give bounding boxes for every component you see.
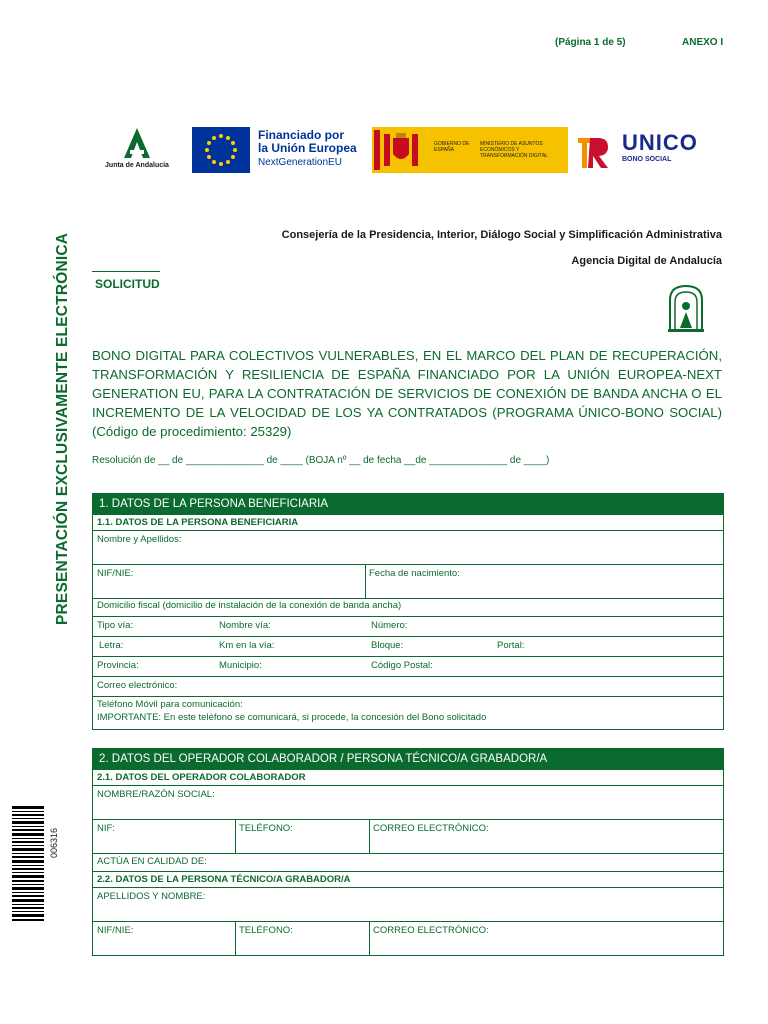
km-label: Km en la vía: (219, 640, 275, 651)
bloque-label: Bloque: (371, 640, 404, 651)
eu-flag-icon (192, 127, 250, 173)
barcode-icon (12, 806, 44, 924)
field-nombre[interactable] (93, 531, 723, 565)
row-operador-contacto (93, 820, 723, 854)
letra-label: Letra: (99, 640, 124, 651)
unico-logo (622, 130, 698, 163)
section-1-1-header: 1.1. DATOS DE LA PERSONA BENEFICIARIA (93, 515, 723, 531)
row-via (93, 617, 723, 637)
section-operador (92, 748, 724, 956)
section-2-header: 2. DATOS DEL OPERADOR COLABORADOR / PERSONA TÉCNICO/A GRABADOR/A (93, 748, 723, 770)
junta-a-icon (120, 126, 154, 160)
section-2-1-header: 2.1. DATOS DEL OPERADOR COLABORADOR (93, 770, 723, 786)
tecnico-correo-label: CORREO ELECTRÓNICO: (373, 925, 489, 936)
tipo-via-label: Tipo vía: (97, 620, 134, 631)
eu-line-3: NextGenerationEU (258, 157, 342, 168)
ministerio-text: MINISTERIO DE ASUNTOS ECONÓMICOS Y TRANSFORMACIÓN DIGITAL (480, 141, 548, 159)
unico-text: UNICO (622, 130, 698, 155)
row-letra (93, 637, 723, 657)
eu-line-1: Financiado por (258, 128, 345, 142)
section-1-header: 1. DATOS DE LA PERSONA BENEFICIARIA (93, 493, 723, 515)
procedure-title: BONO DIGITAL PARA COLECTIVOS VULNERABLES, EN EL MARCO DEL PLAN DE RECUPERACIÓN, TRANSFORMACIÓN Y RESILIENCIA DE ESPAÑA FINANCIADO POR LA UNIÓN EUROPEA-NEXT GENERATION EU, PARA LA CONTRATACIÓN DE SERVICIOS DE CONEXIÓN DE BANDA ANCHA O EL INCREMENTO DE LA VELOCIDAD DE LOS YA CONTRATADOS (PROGRAMA ÚNICO-BONO SOCIAL) (Código de procedimiento: 25329) (92, 348, 722, 439)
solicitud-label: SOLICITUD (95, 277, 160, 291)
gobierno-text: GOBIERNO DE ESPAÑA (434, 141, 470, 153)
row-nif-fecha (93, 565, 723, 599)
andalucia-emblem-icon (666, 282, 706, 334)
codigo-postal-label: Código Postal: (371, 660, 433, 671)
page-number: (Página 1 de 5) (555, 37, 626, 48)
junta-label: Junta de Andalucía (105, 162, 169, 169)
barcode-number: 006316 (49, 827, 59, 858)
tecnico-nif-label: NIF/NIE: (97, 925, 134, 936)
fecha-nacimiento-label: Fecha de nacimiento: (369, 568, 460, 579)
bono-social-text: BONO SOCIAL (622, 156, 672, 163)
tecnico-telefono-label: TELÉFONO: (239, 925, 293, 936)
correo-label: Correo electrónico: (97, 680, 178, 691)
consejeria-heading: Consejería de la Presidencia, Interior, Diálogo Social y Simplificación Administrativa (281, 229, 722, 241)
field-correo[interactable] (93, 677, 723, 697)
field-apellidos-nombre[interactable] (93, 888, 723, 922)
row-provincia (93, 657, 723, 677)
resolucion-line: Resolución de __ de ______________ de ____ (BOJA nº __ de fecha __de ______________ de ____) (92, 455, 550, 466)
junta-andalucia-logo (92, 122, 182, 178)
domicilio-label: Domicilio fiscal (domicilio de instalación de la conexión de banda ancha) (97, 600, 402, 611)
solicitud-rule (92, 271, 160, 272)
row-tecnico-contacto (93, 922, 723, 955)
field-movil[interactable] (93, 697, 723, 729)
section-beneficiaria (92, 493, 724, 730)
importante-notice: IMPORTANTE: En este teléfono se comunicará, si procede, la concesión del Bono solicitado (97, 712, 487, 723)
municipio-label: Municipio: (219, 660, 262, 671)
numero-label: Número: (371, 620, 408, 631)
operador-correo-label: CORREO ELECTRÓNICO: (373, 823, 489, 834)
actua-label: ACTÚA EN CALIDAD DE: (97, 856, 207, 867)
field-razon-social[interactable] (93, 786, 723, 820)
spain-shield-icon (374, 130, 428, 170)
field-actua[interactable] (93, 854, 723, 872)
nombre-via-label: Nombre vía: (219, 620, 271, 631)
nombre-label: Nombre y Apellidos: (97, 534, 182, 545)
provincia-label: Provincia: (97, 660, 139, 671)
section-2-2-header: 2.2. DATOS DE LA PERSONA TÉCNICO/A GRABADOR/A (93, 872, 723, 888)
eu-line-2: la Unión Europea (258, 141, 357, 155)
gobierno-logo (372, 127, 568, 173)
operador-nif-label: NIF: (97, 823, 115, 834)
tr-logo-icon (576, 132, 610, 172)
apellidos-nombre-label: APELLIDOS Y NOMBRE: (97, 891, 206, 902)
operador-telefono-label: TELÉFONO: (239, 823, 293, 834)
nif-label: NIF/NIE: (97, 568, 134, 579)
annex-label: ANEXO I (682, 37, 724, 48)
portal-label: Portal: (497, 640, 525, 651)
row-domicilio (93, 599, 723, 617)
movil-label: Teléfono Móvil para comunicación: (97, 699, 243, 710)
side-vertical-text: PRESENTACIÓN EXCLUSIVAMENTE ELECTRÓNICA (54, 232, 71, 625)
agencia-heading: Agencia Digital de Andalucía (571, 255, 722, 267)
razon-social-label: NOMBRE/RAZÓN SOCIAL: (97, 789, 215, 800)
logos-strip (92, 122, 722, 178)
